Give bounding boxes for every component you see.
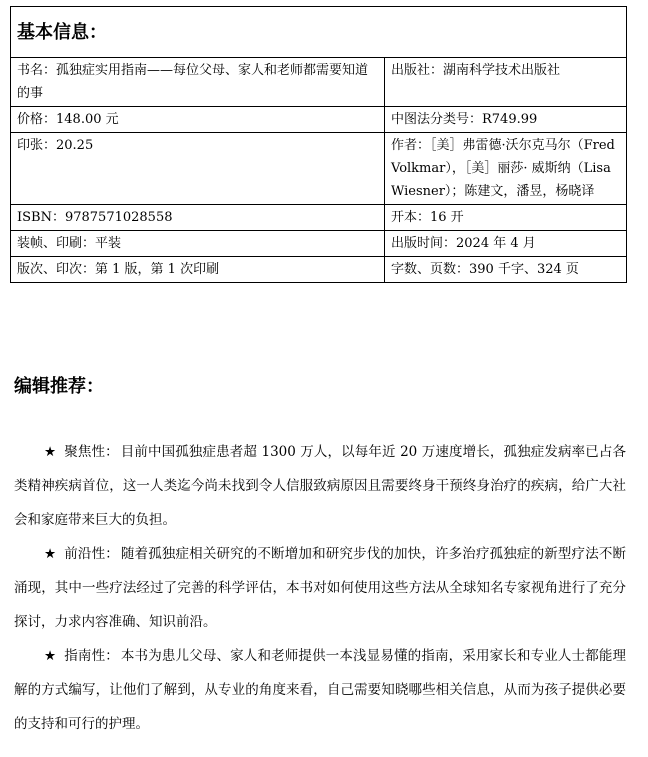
star-icon: ★ [44, 648, 57, 664]
binding-cell: 装帧、印刷：平装 [11, 231, 385, 257]
recommendation-text: 本书为患儿父母、家人和老师提供一本浅显易懂的指南，采用家长和专业人士都能理解的方式编写，让他们了解到，从专业的角度来看，自己需要知晓哪些相关信息，从而为孩子提供必要的支持和可行的护理。 [14, 648, 627, 732]
info-row-title-publisher [11, 58, 627, 107]
recommendation-frontier [14, 537, 626, 639]
book-title-cell: 书名：孤独症实用指南——每位父母、家人和老师都需要知道的事 [11, 58, 385, 107]
recommendation-text: 随着孤独症相关研究的不断增加和研究步伐的加快，许多治疗孤独症的新型疗法不断涌现，其中一些疗法经过了完善的科学评估，本书对如何使用这些方法从全球知名专家视角进行了充分探讨，力求内容准确、知识前沿。 [14, 546, 627, 630]
info-row-sheets-authors [11, 133, 627, 205]
info-row-isbn-format [11, 205, 627, 231]
info-row-binding-date [11, 231, 627, 257]
star-icon: ★ [44, 546, 57, 562]
info-row-edition-wordcount [11, 257, 627, 283]
recommendation-text: 目前中国孤独症患者超 1300 万人，以每年近 20 万速度增长，孤独症发病率已占各类精神疾病首位，这一人类迄今尚未找到令人信服致病原因且需要终身干预终身治疗的疾病，给广大社会和家庭带来巨大的负担。 [14, 444, 627, 528]
format-cell: 开本：16 开 [385, 205, 627, 231]
basic-info-table [10, 6, 627, 283]
info-row-price-classification [11, 107, 627, 133]
recommendation-guide [14, 639, 626, 741]
price-cell: 价格：148.00 元 [11, 107, 385, 133]
recommendation-label: 指南性： [64, 648, 119, 664]
recommendation-list [14, 435, 626, 741]
star-icon: ★ [44, 444, 57, 460]
recommendation-label: 聚焦性： [64, 444, 119, 460]
publish-date-cell: 出版时间：2024 年 4 月 [385, 231, 627, 257]
isbn-cell: ISBN：9787571028558 [11, 205, 385, 231]
wordcount-pages-cell: 字数、页数：390 千字、324 页 [385, 257, 627, 283]
edition-cell: 版次、印次：第 1 版，第 1 次印刷 [11, 257, 385, 283]
info-title: 基本信息： [11, 7, 627, 58]
recommendation-focus [14, 435, 626, 537]
printed-sheets-cell: 印张：20.25 [11, 133, 385, 205]
recommendation-label: 前沿性： [64, 546, 119, 562]
authors-cell: 作者：［美］弗雷德·沃尔克马尔（Fred Volkmar），［美］丽莎· 威斯纳（Lisa Wiesner）；陈建文，潘昱，杨晓译 [385, 133, 627, 205]
classification-cell: 中图法分类号：R749.99 [385, 107, 627, 133]
publisher-cell: 出版社：湖南科学技术出版社 [385, 58, 627, 107]
info-title-row [11, 7, 627, 58]
recommendation-heading: 编辑推荐： [14, 376, 104, 397]
